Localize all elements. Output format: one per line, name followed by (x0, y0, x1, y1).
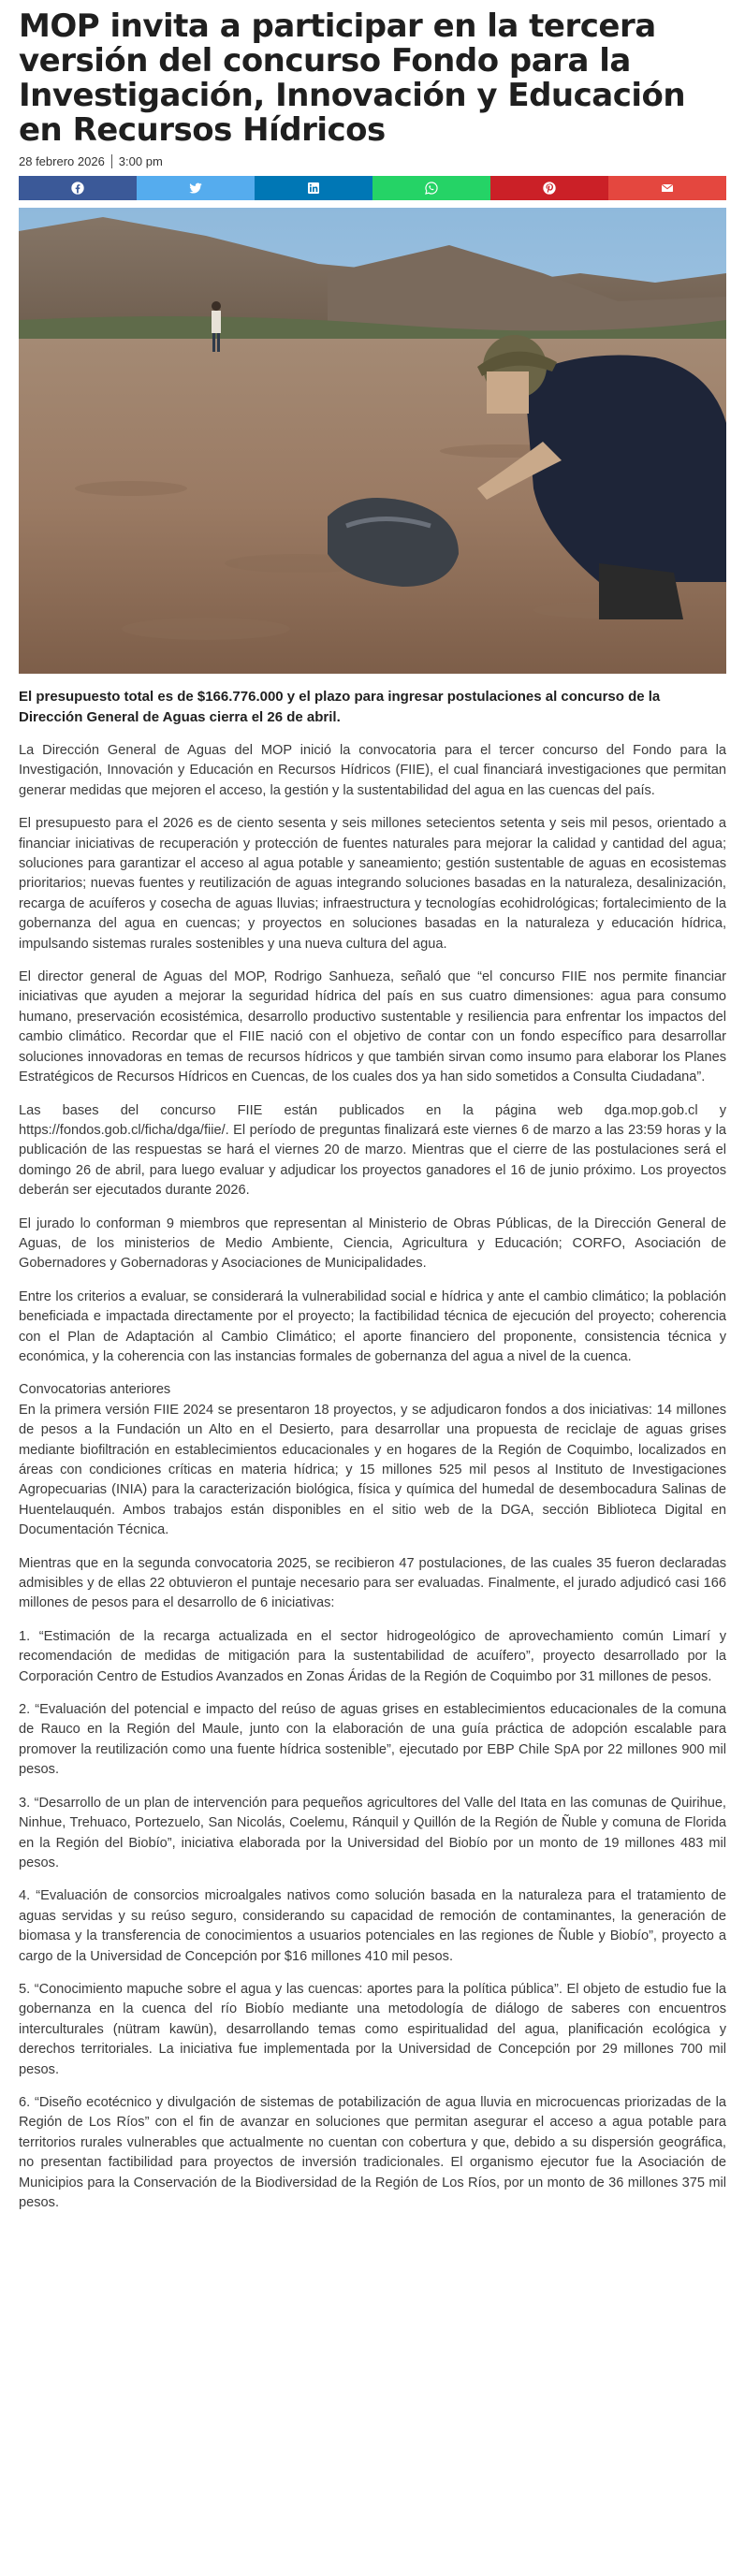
list-item: 4. “Evaluación de consorcios microalgales nativos como solución basada en la naturaleza para el tratamiento de aguas servidas y su reúso seguro, considerando su capacidad de remoción de contaminantes, la generación de biomasa y la transferencia de conocimientos a usuarios potenciales en las regiones de Ñuble y Biobío”, proyecto a cargo de la Universidad de Concepción por $16 millones 410 mil pesos. (19, 1888, 726, 1964)
share-email-button[interactable] (608, 176, 726, 200)
article-body (19, 741, 726, 2213)
hero-photo (19, 208, 726, 674)
article-date: 28 febrero 2026 (19, 154, 105, 168)
pinterest-icon (542, 181, 557, 196)
share-facebook-button[interactable] (19, 176, 137, 200)
share-bar (19, 176, 726, 200)
whatsapp-icon (424, 181, 439, 196)
body-paragraph: El director general de Aguas del MOP, Rodrigo Sanhueza, señaló que “el concurso FIIE nos permite financiar iniciativas que ayuden a mejorar la seguridad hídrica del país en sus cuatro dimensiones: agua para consumo humano, preservación ecosistémica, desarrollo productivo sustentable y resiliencia para enfrentar los impactos del cambio climático. Recordar que el FIIE nació con el objetivo de contar con un fondo específico para desarrollar soluciones innovadoras en temas de recursos hídricos y que también sirvan como insumo para elaborar los Planes Estratégicos de Recursos Hídricos en Cuencas, de los cuales dos ya han sido sometidos a Consulta Ciudadana”. (19, 969, 726, 1085)
share-twitter-button[interactable] (137, 176, 255, 200)
article-meta (19, 154, 726, 168)
body-paragraph: La Dirección General de Aguas del MOP inició la convocatoria para el tercer concurso del Fondo para la Investigación, Innovación y Educación en Recursos Hídricos (FIIE), el cual financiará investigaciones que permitan generar medidas que mejoren el acceso, la gestión y la sustentabilidad del agua en las cuencas del país. (19, 743, 726, 798)
list-item: 1. “Estimación de la recarga actualizada en el sector hidrogeológico de aprovechamiento común Limarí y recomendación de medidas de mitigación para la sustentabilidad de acuífero”, proyecto desarrollado por la Corporación Centro de Estudios Avanzados en Zonas Áridas de la Región de Coquimbo por 31 millones de pesos. (19, 1628, 726, 1684)
linkedin-icon (306, 181, 321, 196)
share-pinterest-button[interactable] (490, 176, 608, 200)
body-paragraph: El presupuesto para el 2026 es de ciento sesenta y seis millones setecientos setenta y seis mil pesos, orientado a financiar iniciativas de recuperación y protección de fuentes naturales para mejorar la calidad y cantidad del agua; soluciones para garantizar el acceso al agua potable y saneamiento; gestión sustentable de aguas en ecosistemas prioritarios; nuevas fuentes y reutilización de aguas integrando soluciones basadas en la naturaleza, desalinización, recarga de acuíferos y cosecha de aguas lluvias; infraestructura y tecnologías ecohidrológicas; fortalecimiento de la gobernanza del agua en cuencas; y proyectos en soluciones basadas en la naturaleza y educación hídrica, impulsando sistemas rurales sostenibles y una nueva cultura del agua. (19, 816, 726, 952)
article-time: 3:00 pm (118, 154, 163, 168)
body-paragraph: En la primera versión FIIE 2024 se presentaron 18 proyectos, y se adjudicaron fondos a dos iniciativas: 14 millones de pesos a la Fundación un Alto en el Desierto, para desarrollar una propuesta de reciclaje de aguas grises mediante biofiltración en establecimientos educacionales y en hogares de la Región de Coquimbo, localizados en áreas con condiciones críticas en materia hídrica; y 15 millones 525 mil pesos al Instituto de Investigaciones Agropecuarias (INIA) para la caracterización biológica, física y química del humedal de desembocadura Salinas de Huentelauquén. Ambos trabajos están disponibles en el sitio web de la DGA, sección Biblioteca Digital en Documentación Técnica. (19, 1402, 726, 1538)
list-item: 5. “Conocimiento mapuche sobre el agua y las cuencas: aportes para la política pública”. El objeto de estudio fue la gobernanza en la cuenca del río Biobío mediante una metodología de diálogo de saberes con encuentros interculturales (nütram kawün), desarrollando temas como espiritualidad del agua, planificación ecológica y derechos territoriales. La iniciativa fue implementada por la Universidad de Concepción por 29 millones 700 mil pesos. (19, 1981, 726, 2077)
facebook-icon (70, 181, 85, 196)
twitter-icon (188, 181, 203, 196)
meta-divider (111, 154, 112, 168)
list-item: 3. “Desarrollo de un plan de intervención para pequeños agricultores del Valle del Itata en las comunas de Quirihue, Ninhue, Trehuaco, Portezuelo, San Nicolás, Coelemu, Ránquil y Quillón de la Región de Ñuble y comuna de Florida en la Región del Biobío”, iniciativa elaborada por la Universidad del Biobío por un monto de 19 millones 483 mil pesos. (19, 1795, 726, 1870)
share-whatsapp-button[interactable] (372, 176, 490, 200)
email-icon (660, 181, 675, 196)
article-lead: El presupuesto total es de $166.776.000 y el plazo para ingresar postulaciones al concurso de la Dirección General de Aguas cierra el 26 de abril. (19, 689, 661, 725)
body-paragraph: Entre los criterios a evaluar, se considerará la vulnerabilidad social e hídrica y ante el cambio climático; la población beneficiada e impactada directamente por el proyecto; la factibilidad técnica de ejecución del proyecto; coherencia con el Plan de Adaptación al Cambio Climático; el aporte financiero del proponente, consistencia técnica y económica, y la coherencia con las instancias formales de gobernanza del agua a nivel de la cuenca. (19, 1288, 726, 1364)
body-paragraph: Las bases del concurso FIIE están publicados en la página web dga.mop.gob.cl y https://fondos.gob.cl/ficha/dga/fiie/. El período de preguntas finalizará este viernes 6 de marzo a las 23:59 horas y la publicación de las respuestas se hará el viernes 20 de marzo. Mientras que el cierre de las postulaciones será el domingo 26 de abril, para luego evaluar y adjudicar los proyectos ganadores el 16 de junio próximo. Los proyectos deberán ser ejecutados durante 2026. (19, 1102, 726, 1199)
body-paragraph: Mientras que en la segunda convocatoria 2025, se recibieron 47 postulaciones, de las cuales 35 fueron declaradas admisibles y de ellas 22 obtuvieron el puntaje necesario para ser evaluadas. Finalmente, el jurado adjudicó casi 166 millones de pesos para el desarrollo de 6 iniciativas: (19, 1555, 726, 1611)
list-item: 2. “Evaluación del potencial e impacto del reúso de aguas grises en establecimientos educacionales de la comuna de Rauco en la Región del Maule, junto con la elaboración de una guía práctica de adopción escalable para promover la reutilización como una fuente hídrica sostenible”, ejecutado por EBP Chile SpA por 22 millones 900 mil pesos. (19, 1702, 726, 1778)
article-title: MOP invita a participar en la tercera versión del concurso Fondo para la Investigación, Innovación y Educación en Recursos Hídricos (19, 7, 686, 149)
section-subheading: Convocatorias anteriores (19, 1382, 171, 1398)
list-item: 6. “Diseño ecotécnico y divulgación de sistemas de potabilización de agua lluvia en microcuencas priorizadas de la Región de Los Ríos” con el fin de avanzar en soluciones que permitan asegurar el acceso a agua potable para territorios rurales vulnerables que actualmente no cuentan con cobertura y que, debido a su dispersión geográfica, no presentan factibilidad para proyectos de inversión tradicionales. El organismo ejecutor fue la Asociación de Municipios para la Conservación de la Biodiversidad de la Región de Los Ríos, por un monto de 36 millones 375 mil pesos. (19, 2094, 726, 2210)
body-paragraph: El jurado lo conforman 9 miembros que representan al Ministerio de Obras Públicas, de la Dirección General de Aguas, de los ministerios de Medio Ambiente, Ciencia, Agricultura y Educación; CORFO, Asociación de Gobernadores y Gobernadoras y Asociaciones de Municipalidades. (19, 1215, 726, 1272)
share-linkedin-button[interactable] (255, 176, 372, 200)
